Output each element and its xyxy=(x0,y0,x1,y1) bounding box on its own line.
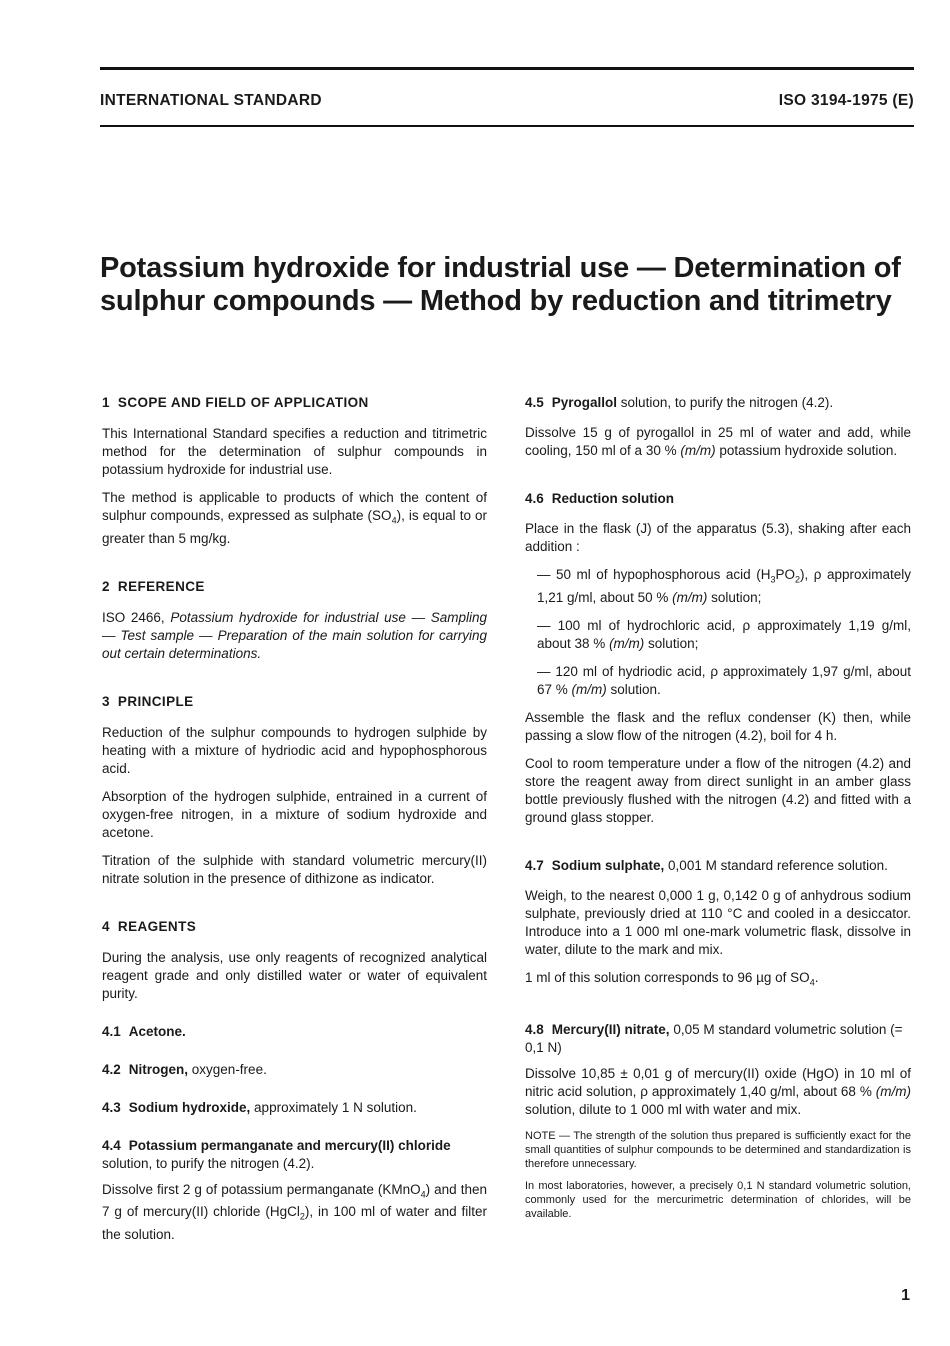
section-number: 1 xyxy=(102,395,110,410)
reagent-4-6-item-1: — 50 ml of hypophosphorous acid $(H_3PO_2)$, ρ approximately 1,21 g/ml, about 50 % (m/m) solution; xyxy=(537,567,911,605)
section-1-paragraph-1: This International Standard specifies a reduction and titrimetric method for the determination of sulphur compounds in potassium hydroxide for industrial use. xyxy=(102,426,487,477)
section-number: 2 xyxy=(102,578,110,594)
header-top-rule xyxy=(100,67,914,70)
section-4-heading xyxy=(102,918,487,936)
section-number: 3 xyxy=(102,693,110,709)
title-line-2: sulphur compounds — Method by reduction and titrimetry xyxy=(100,285,892,317)
reagent-4-3: 4.3 Sodium hydroxide, approximately 1 N solution. xyxy=(102,1099,417,1115)
reagent-4-7-paragraph-2: 1 ml of this solution corresponds to 96 µg of $SO_4$. xyxy=(525,969,819,988)
section-title: REAGENTS xyxy=(117,918,197,934)
reagent-4-2: 4.2 Nitrogen, oxygen-free. xyxy=(102,1061,267,1077)
reagent-4-8: 4.8 Mercury(II) nitrate, 0,05 M standard volumetric solution (= 0,1 N) xyxy=(525,1022,903,1056)
section-1-paragraph-2: The method is applicable to products of which the content of sulphur compounds, expressed as sulphate $(SO_4)$, is equal to or greater than 5 mg/kg. xyxy=(102,490,487,546)
header-standard-label: INTERNATIONAL STANDARD xyxy=(100,92,322,109)
section-4-intro: During the analysis, use only reagents of recognized analytical reagent grade and only distilled water or water of equivalent purity. xyxy=(102,949,487,1001)
section-title: REFERENCE xyxy=(117,578,205,594)
reference-entry: ISO 2466, Potassium hydroxide for industrial use — Sampling — Test sample — Preparation of the main solution for carrying out certain determinations. xyxy=(102,609,487,661)
reagent-4-8-note-2: In most laboratories, however, a precisely 0,1 N standard volumetric solution, commonly used for the mercurimetric determination of chlorides, will be available. xyxy=(525,1180,911,1221)
reagent-4-7: 4.7 Sodium sulphate, 0,001 M standard reference solution. xyxy=(525,857,888,873)
reagent-4-6-paragraph-2: Assemble the flask and the reflux condenser (K) then, while passing a slow flow of the nitrogen (4.2), boil for 4 h. xyxy=(525,709,911,743)
title-line-1: Potassium hydroxide for industrial use — Determination of xyxy=(100,252,901,284)
reagent-4-5-paragraph: Dissolve 15 g of pyrogallol in 25 ml of water and add, while cooling, 150 ml of a 30 % (m/m) potassium hydroxide solution. xyxy=(525,425,911,458)
section-number: 4 xyxy=(102,918,110,934)
section-3-heading xyxy=(102,693,487,711)
reagent-4-6-item-3: — 120 ml of hydriodic acid, ρ approximately 1,97 g/ml, about 67 % (m/m) solution. xyxy=(537,663,911,697)
section-2-heading xyxy=(102,578,487,596)
reagent-4-6-item-2: — 100 ml of hydrochloric acid, ρ approximately 1,19 g/ml, about 38 % (m/m) solution; xyxy=(537,617,911,651)
left-column xyxy=(102,394,487,1254)
reagent-4-4: 4.4 Potassium permanganate and mercury(II) chloride solution, to purify the nitrogen (4.2). xyxy=(102,1137,451,1171)
reagent-4-5: 4.5 Pyrogallol solution, to purify the nitrogen (4.2). xyxy=(525,395,834,410)
section-3-paragraph-1: Reduction of the sulphur compounds to hydrogen sulphide by heating with a mixture of hydriodic acid and hypophosphorous acid. xyxy=(102,724,487,776)
section-title: SCOPE AND FIELD OF APPLICATION xyxy=(117,395,369,410)
header-document-number: ISO 3194-1975 (E) xyxy=(778,92,914,109)
reagent-4-1: 4.1 Acetone. xyxy=(102,1023,186,1039)
right-column xyxy=(525,394,911,1229)
section-3-paragraph-2: Absorption of the hydrogen sulphide, entrained in a current of oxygen-free nitrogen, in a mixture of sodium hydroxide and acetone. xyxy=(102,788,487,840)
section-title: PRINCIPLE xyxy=(117,693,194,709)
reagent-4-8-note-1: NOTE — The strength of the solution thus prepared is sufficiently exact for the small quantities of sulphur compounds to be determined and standardization is therefore unnecessary. xyxy=(525,1130,911,1171)
page-number: 1 xyxy=(901,1287,910,1304)
reagent-4-7-paragraph-1: Weigh, to the nearest 0,000 1 g, 0,142 0 g of anhydrous sodium sulphate, previously dried at 110 °C and cooled in a desiccator. Introduce into a 1 000 ml one-mark volumetric flask, dissolve in water, dilute to the mark and mix. xyxy=(525,887,911,957)
reagent-4-4-paragraph: Dissolve first 2 g of potassium permanganate (KMnO$_4$) and then 7 g of mercury(II) chloride (HgCl$_2$), in 100 ml of water and filter the solution. xyxy=(102,1181,488,1243)
header-bottom-rule xyxy=(100,125,914,127)
reagent-4-6-paragraph-3: Cool to room temperature under a flow of the nitrogen (4.2) and store the reagent away from direct sunlight in an amber glass bottle previously flushed with the nitrogen (4.2) and fitted with a ground glass stopper. xyxy=(525,755,911,825)
section-1-heading xyxy=(102,394,487,412)
reagent-4-6-intro: Place in the flask (J) of the apparatus (5.3), shaking after each addition : xyxy=(525,521,911,554)
reagent-4-8-paragraph: Dissolve 10,85 ± 0,01 g of mercury(II) oxide (HgO) in 10 ml of nitric acid solution, ρ approximately 1,40 g/ml, about 68 % (m/m) solution, dilute to 1 000 ml with water and mix. xyxy=(525,1066,911,1118)
section-3-paragraph-3: Titration of the sulphide with standard volumetric mercury(II) nitrate solution in the presence of dithizone as indicator. xyxy=(102,852,487,886)
reagent-4-6: 4.6 Reduction solution xyxy=(525,491,675,506)
document-title xyxy=(100,252,920,318)
